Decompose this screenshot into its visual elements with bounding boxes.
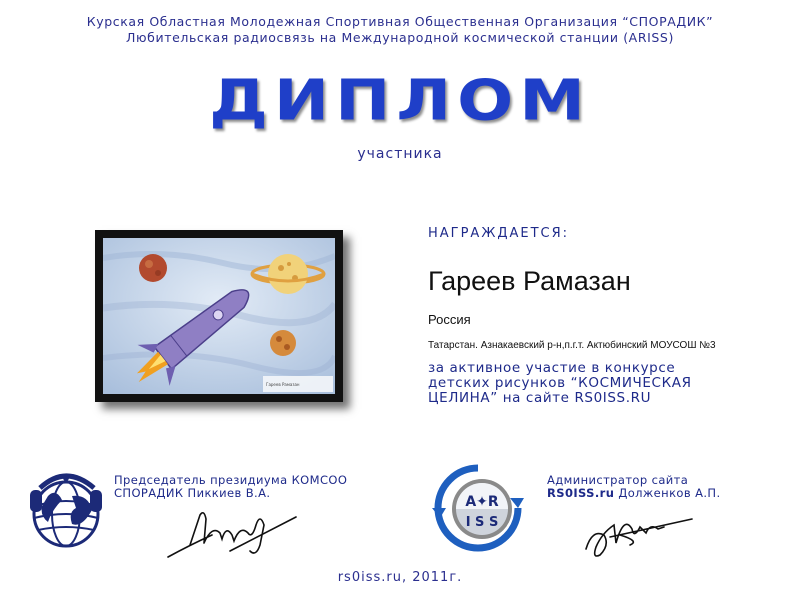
space-drawing (103, 238, 335, 394)
drawing-caption: Гареев Рамазан (266, 382, 300, 387)
orange-planet (270, 330, 296, 356)
award-reason-line: детских рисунков “КОСМИЧЕСКАЯ (428, 375, 692, 391)
admin-name: Долженков А.П. (614, 486, 721, 500)
recipient-country: Россия (428, 312, 471, 327)
left-signature-line: Председатель президиума КОМСОО (114, 473, 348, 487)
sporadik-globe-logo (22, 466, 106, 552)
right-signature (580, 505, 700, 565)
footer-text: rs0iss.ru, 2011г. (337, 570, 463, 585)
svg-text:I S S: I S S (465, 515, 499, 530)
recipient-name: Гареев Рамазан (428, 266, 631, 296)
right-signature-line: Администратор сайта (547, 473, 689, 487)
organization-subtitle: Любительская радиосвязь на Международной космической станции (ARISS) (126, 30, 674, 45)
red-planet (139, 254, 167, 282)
space-drawing-image (103, 238, 335, 394)
award-reason (428, 361, 768, 406)
left-signature-line: СПОРАДИК Пиккиев В.А. (114, 486, 271, 500)
diploma-subtitle: участника (357, 146, 443, 162)
drawing-frame (95, 230, 343, 402)
left-signature (160, 495, 300, 570)
diploma-title: ДИПЛОМ (209, 67, 591, 134)
ringed-planet (268, 254, 308, 294)
organization-name: Курская Областная Молодежная Спортивная Общественная Организация “СПОРАДИК” (86, 14, 714, 29)
award-reason-line: за активное участие в конкурсе (428, 360, 676, 376)
ariss-logo (432, 462, 524, 556)
ariss-text: A✦R (465, 494, 499, 510)
right-signature-title (547, 474, 787, 500)
awarded-heading: НАГРАЖДАЕТСЯ: (428, 226, 570, 241)
site-name: RS0ISS.ru (547, 486, 615, 500)
award-reason-line: ЦЕЛИНА” на сайте RS0ISS.RU (428, 390, 652, 406)
recipient-school: Татарстан. Азнакаевский р-н,п.г.т. Актюбинский МОУСОШ №3 (428, 340, 716, 351)
right-signature-line (547, 487, 787, 500)
